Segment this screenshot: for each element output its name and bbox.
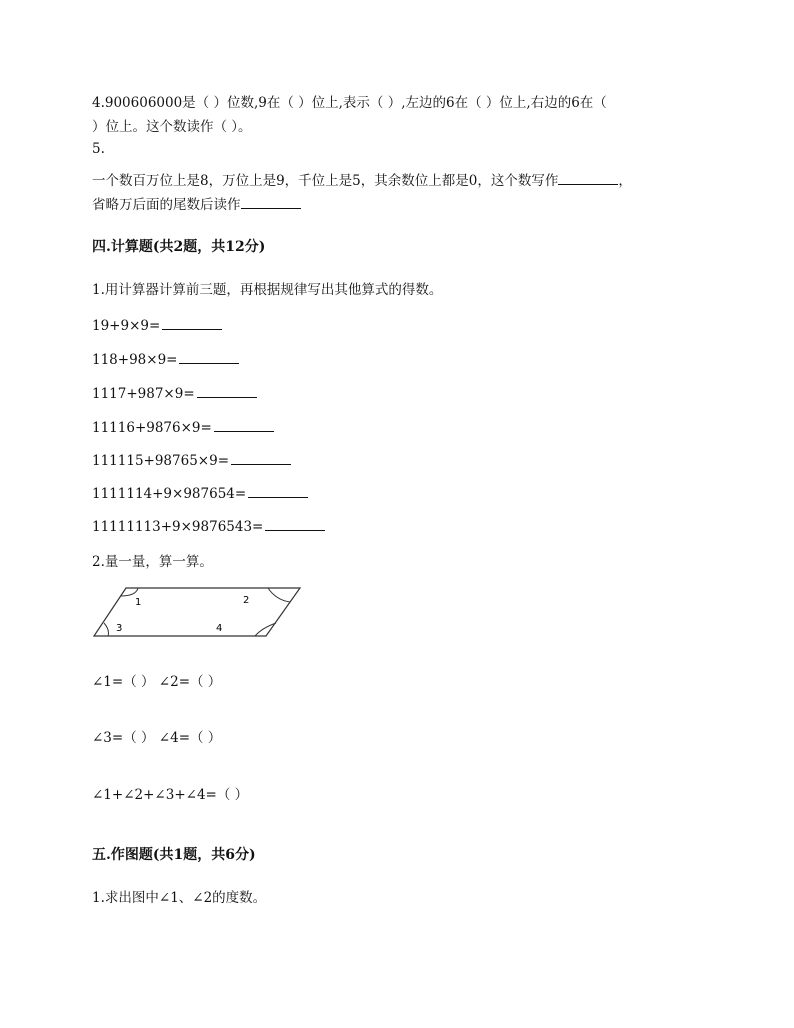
eq-4: [92, 419, 274, 437]
q4-line2: ）位上。这个数读作（ ）。: [92, 119, 252, 135]
eq-text: 1111114+9×987654=: [92, 486, 247, 502]
eq-5: [92, 452, 291, 470]
parallelogram-figure: [90, 580, 310, 642]
section5-heading: 五.作图题(共1题，共6分): [92, 847, 256, 863]
angle-answer-3: ∠1+∠2+∠3+∠4=（ ）: [92, 787, 249, 803]
eq-blank[interactable]: [162, 317, 222, 330]
q5-line2: [92, 196, 301, 214]
eq-text: 111115+98765×9=: [92, 453, 230, 469]
eq-text: 118+98×9=: [92, 352, 178, 368]
angle-arc-2: [268, 588, 290, 602]
eq-blank[interactable]: [265, 518, 325, 531]
s4-q2-prompt: 2.量一量，算一算。: [92, 554, 213, 570]
eq-1: [92, 317, 222, 335]
angle-arc-3: [104, 623, 109, 636]
section4-heading: 四.计算题(共2题，共12分): [92, 239, 266, 255]
angle-label-4: 4: [216, 623, 223, 634]
angle-label-3: 3: [116, 623, 123, 634]
angle-label-2: 2: [243, 595, 250, 606]
angle-answer-2: ∠3=（ ） ∠4=（ ）: [92, 730, 222, 746]
q5-text-c: 省略万后面的尾数后读作: [92, 197, 241, 213]
q5-number: 5.: [92, 141, 105, 157]
eq-blank[interactable]: [248, 485, 308, 498]
s5-q1-prompt: 1.求出图中∠1、∠2的度数。: [92, 890, 267, 906]
s4-q1-prompt: 1.用计算器计算前三题，再根据规律写出其他算式的得数。: [92, 282, 443, 298]
q4-line1: 4.900606000是（ ）位数,9在（ ）位上,表示（ ）,左边的6在（ ）位上,右边的6在（: [92, 95, 607, 111]
q5-blank-read[interactable]: [241, 196, 301, 209]
angle-label-1: 1: [135, 597, 142, 608]
eq-3: [92, 385, 257, 403]
q5-text-b: ，: [618, 173, 632, 189]
angle-arc-4: [255, 623, 276, 636]
eq-blank[interactable]: [231, 452, 291, 465]
eq-blank[interactable]: [197, 385, 257, 398]
eq-text: 11116+9876×9=: [92, 420, 212, 436]
eq-text: 11111113+9×9876543=: [92, 519, 264, 535]
eq-text: 19+9×9=: [92, 318, 161, 334]
eq-7: [92, 518, 325, 536]
eq-text: 1117+987×9=: [92, 386, 195, 402]
eq-blank[interactable]: [214, 419, 274, 432]
eq-6: [92, 485, 308, 503]
q5-blank-write[interactable]: [558, 172, 618, 185]
q5-line1: [92, 172, 632, 190]
eq-blank[interactable]: [179, 351, 239, 364]
eq-2: [92, 351, 239, 369]
q5-text-a: 一个数百万位上是8，万位上是9，千位上是5，其余数位上都是0，这个数写作: [92, 173, 559, 189]
parallelogram-shape: [94, 588, 300, 636]
angle-answer-1: ∠1=（ ） ∠2=（ ）: [92, 674, 222, 690]
